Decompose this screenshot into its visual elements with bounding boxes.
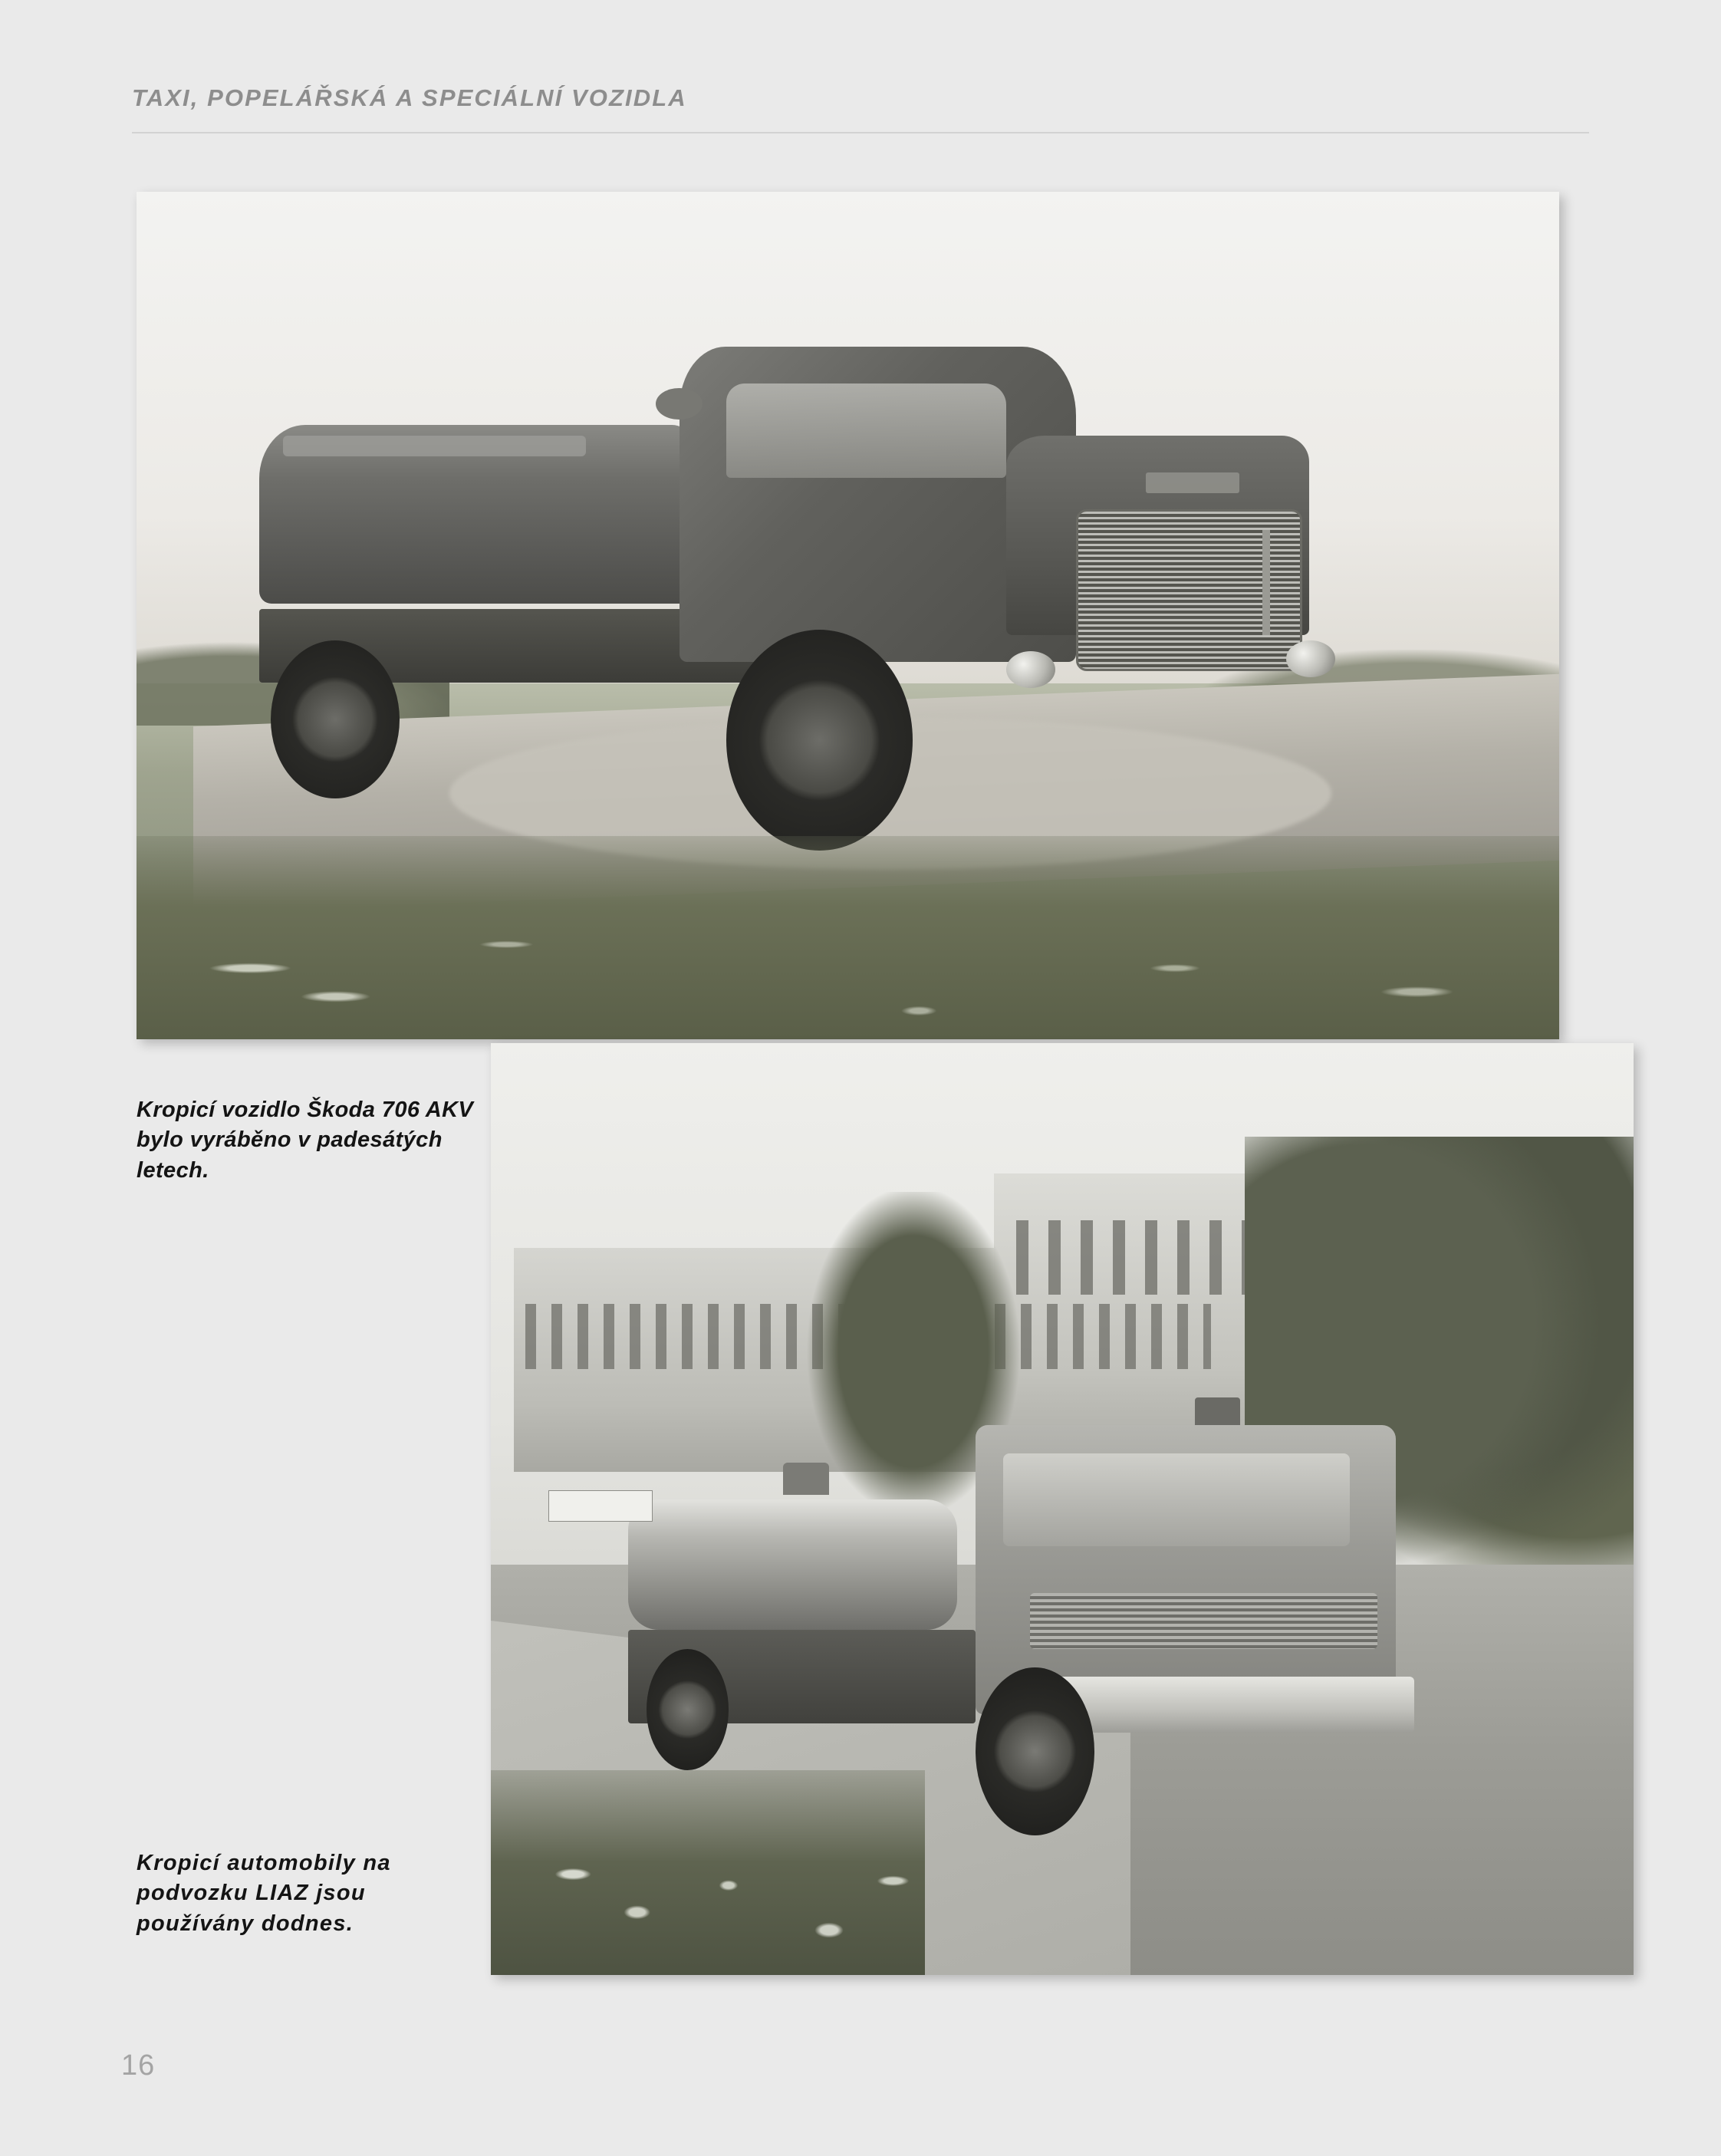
truck2-windshield [1003,1453,1351,1547]
figure-bottom-caption: Kropicí automobily na podvozku LIAZ jsou používány dodnes. [137,1851,391,1936]
figure-bottom-photo [491,1043,1634,1975]
truck-tank-highlight [283,436,586,456]
truck-rear-wheel [271,640,399,798]
photo-truck-skoda-706-akv [236,336,1403,861]
truck2-roof-beacon [1195,1397,1241,1425]
photo2-street-sign [548,1490,653,1522]
photo-foreground-flowers [137,802,1559,1039]
truck-cab-window [726,383,1006,478]
truck2-tank-beacon [783,1463,829,1496]
photo2-foreground-flowers [491,1751,948,1975]
truck-headlamp-right [1286,640,1335,677]
truck-headlamp-left [1006,651,1055,688]
header-divider [132,132,1589,133]
truck2-water-tank [628,1499,957,1630]
figure-top-photo [137,192,1559,1039]
page-header [132,84,1589,112]
truck-skoda-badge [1146,472,1239,493]
truck2-front-wheel [976,1667,1094,1835]
running-header-title: TAXI, POPELÁŘSKÁ A SPECIÁLNÍ VOZIDLA [132,84,687,111]
figure-top-caption: Kropicí vozidlo Škoda 706 AKV bylo vyráběno v padesátých letech. [137,1098,474,1183]
page-number: 16 [121,2049,156,2082]
photo-lamp-post [1262,530,1269,635]
truck2-radiator-grille [1030,1593,1377,1649]
